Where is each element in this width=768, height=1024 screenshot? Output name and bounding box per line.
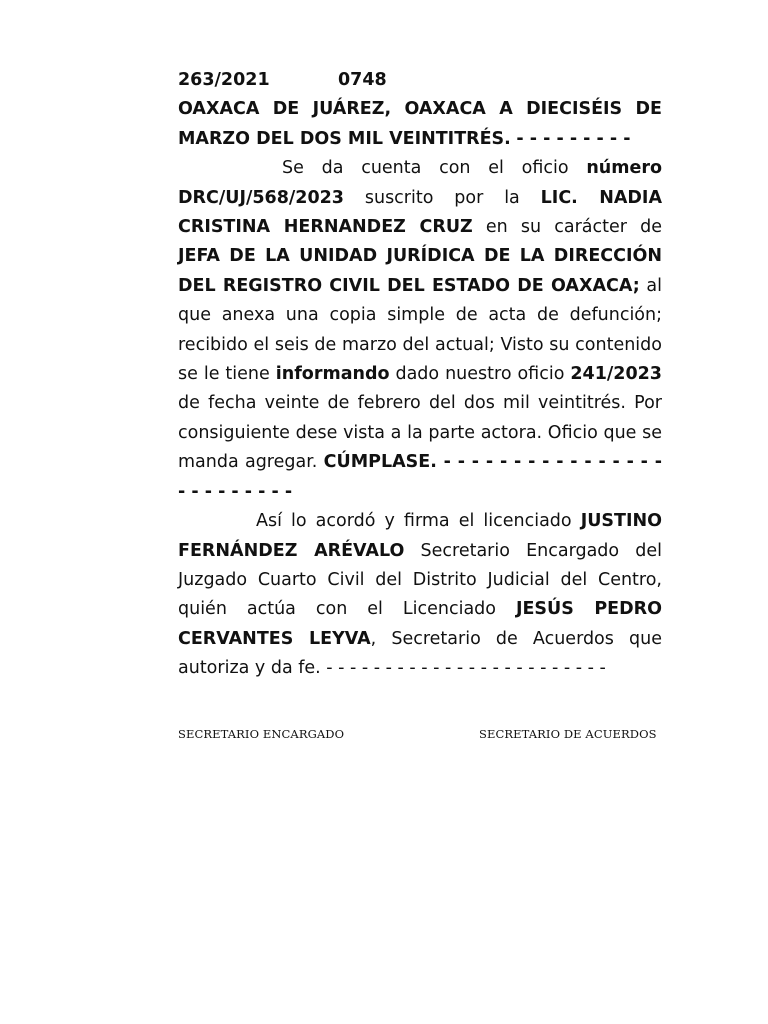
informing-word: informando [275,364,390,385]
agreements-secretary-name: JESÚS PEDRO CERVANTES LEYVA [178,599,662,649]
paragraph1-text-5: dado nuestro oficio [389,364,571,385]
place-date-dashes: - - - - - - - - - [516,128,631,149]
paragraph2-text-2: Secretario Encargado del Juzgado Cuarto Civil del Distrito Judicial del Centro, quién actúa con el Licenciado [178,540,662,620]
place-date: OAXACA DE JUÁREZ, OAXACA A DIECISÉIS DE MARZO DEL DOS MIL VEINTITRÉS. [178,99,662,149]
reference-number: 0748 [338,70,387,90]
paragraph1-text-2: suscrito por la [343,187,541,208]
official-letter-number: número DRC/UJ/568/2023 [178,158,662,208]
signatory-name: LIC. NADIA CRISTINA HERNANDEZ CRUZ [178,187,662,238]
paragraph1-text-4: al que anexa una copia simple de acta de defunción; recibido el seis de marzo del actual; Visto su contenido se le tiene [178,275,662,385]
paragraph2-text-3: , Secretario de Acuerdos que autoriza y da fe. - - - - - - - - - - - - - - - - - - - - - - - - [178,628,662,679]
place-date-line [178,95,662,154]
signature-right-label: SECRETARIO DE ACUERDOS [479,727,657,741]
resolution-body [178,66,662,684]
our-letter-number: 241/2023 [570,364,662,385]
case-header-line [178,66,662,95]
signatory-position: JEFA DE LA UNIDAD JURÍDICA DE LA DIRECCIÓN DEL REGISTRO CIVIL DEL ESTADO DE OAXACA; [178,246,662,296]
paragraph1-text-3: en su carácter de [472,217,662,238]
paragraph2-text-1: Así lo acordó y firma el licenciado [256,511,581,532]
paragraph1-text-6: de fecha veinte de febrero del dos mil veintitrés. Por consiguiente dese vista a la parte actora. Oficio que se manda agregar. [178,393,662,473]
paragraph1-text-1: Se da cuenta con el oficio [282,158,587,179]
cumplase-line: CÚMPLASE. - - - - - - - - - - - - - - - - - - - - - - - - - [178,452,663,502]
judge-secretary-name: JUSTINO FERNÁNDEZ ARÉVALO [178,511,662,561]
agreement-paragraph [178,507,662,683]
case-number: 263/2021 [178,70,270,90]
signature-left-label: SECRETARIO ENCARGADO [178,727,345,741]
account-paragraph [178,154,662,507]
